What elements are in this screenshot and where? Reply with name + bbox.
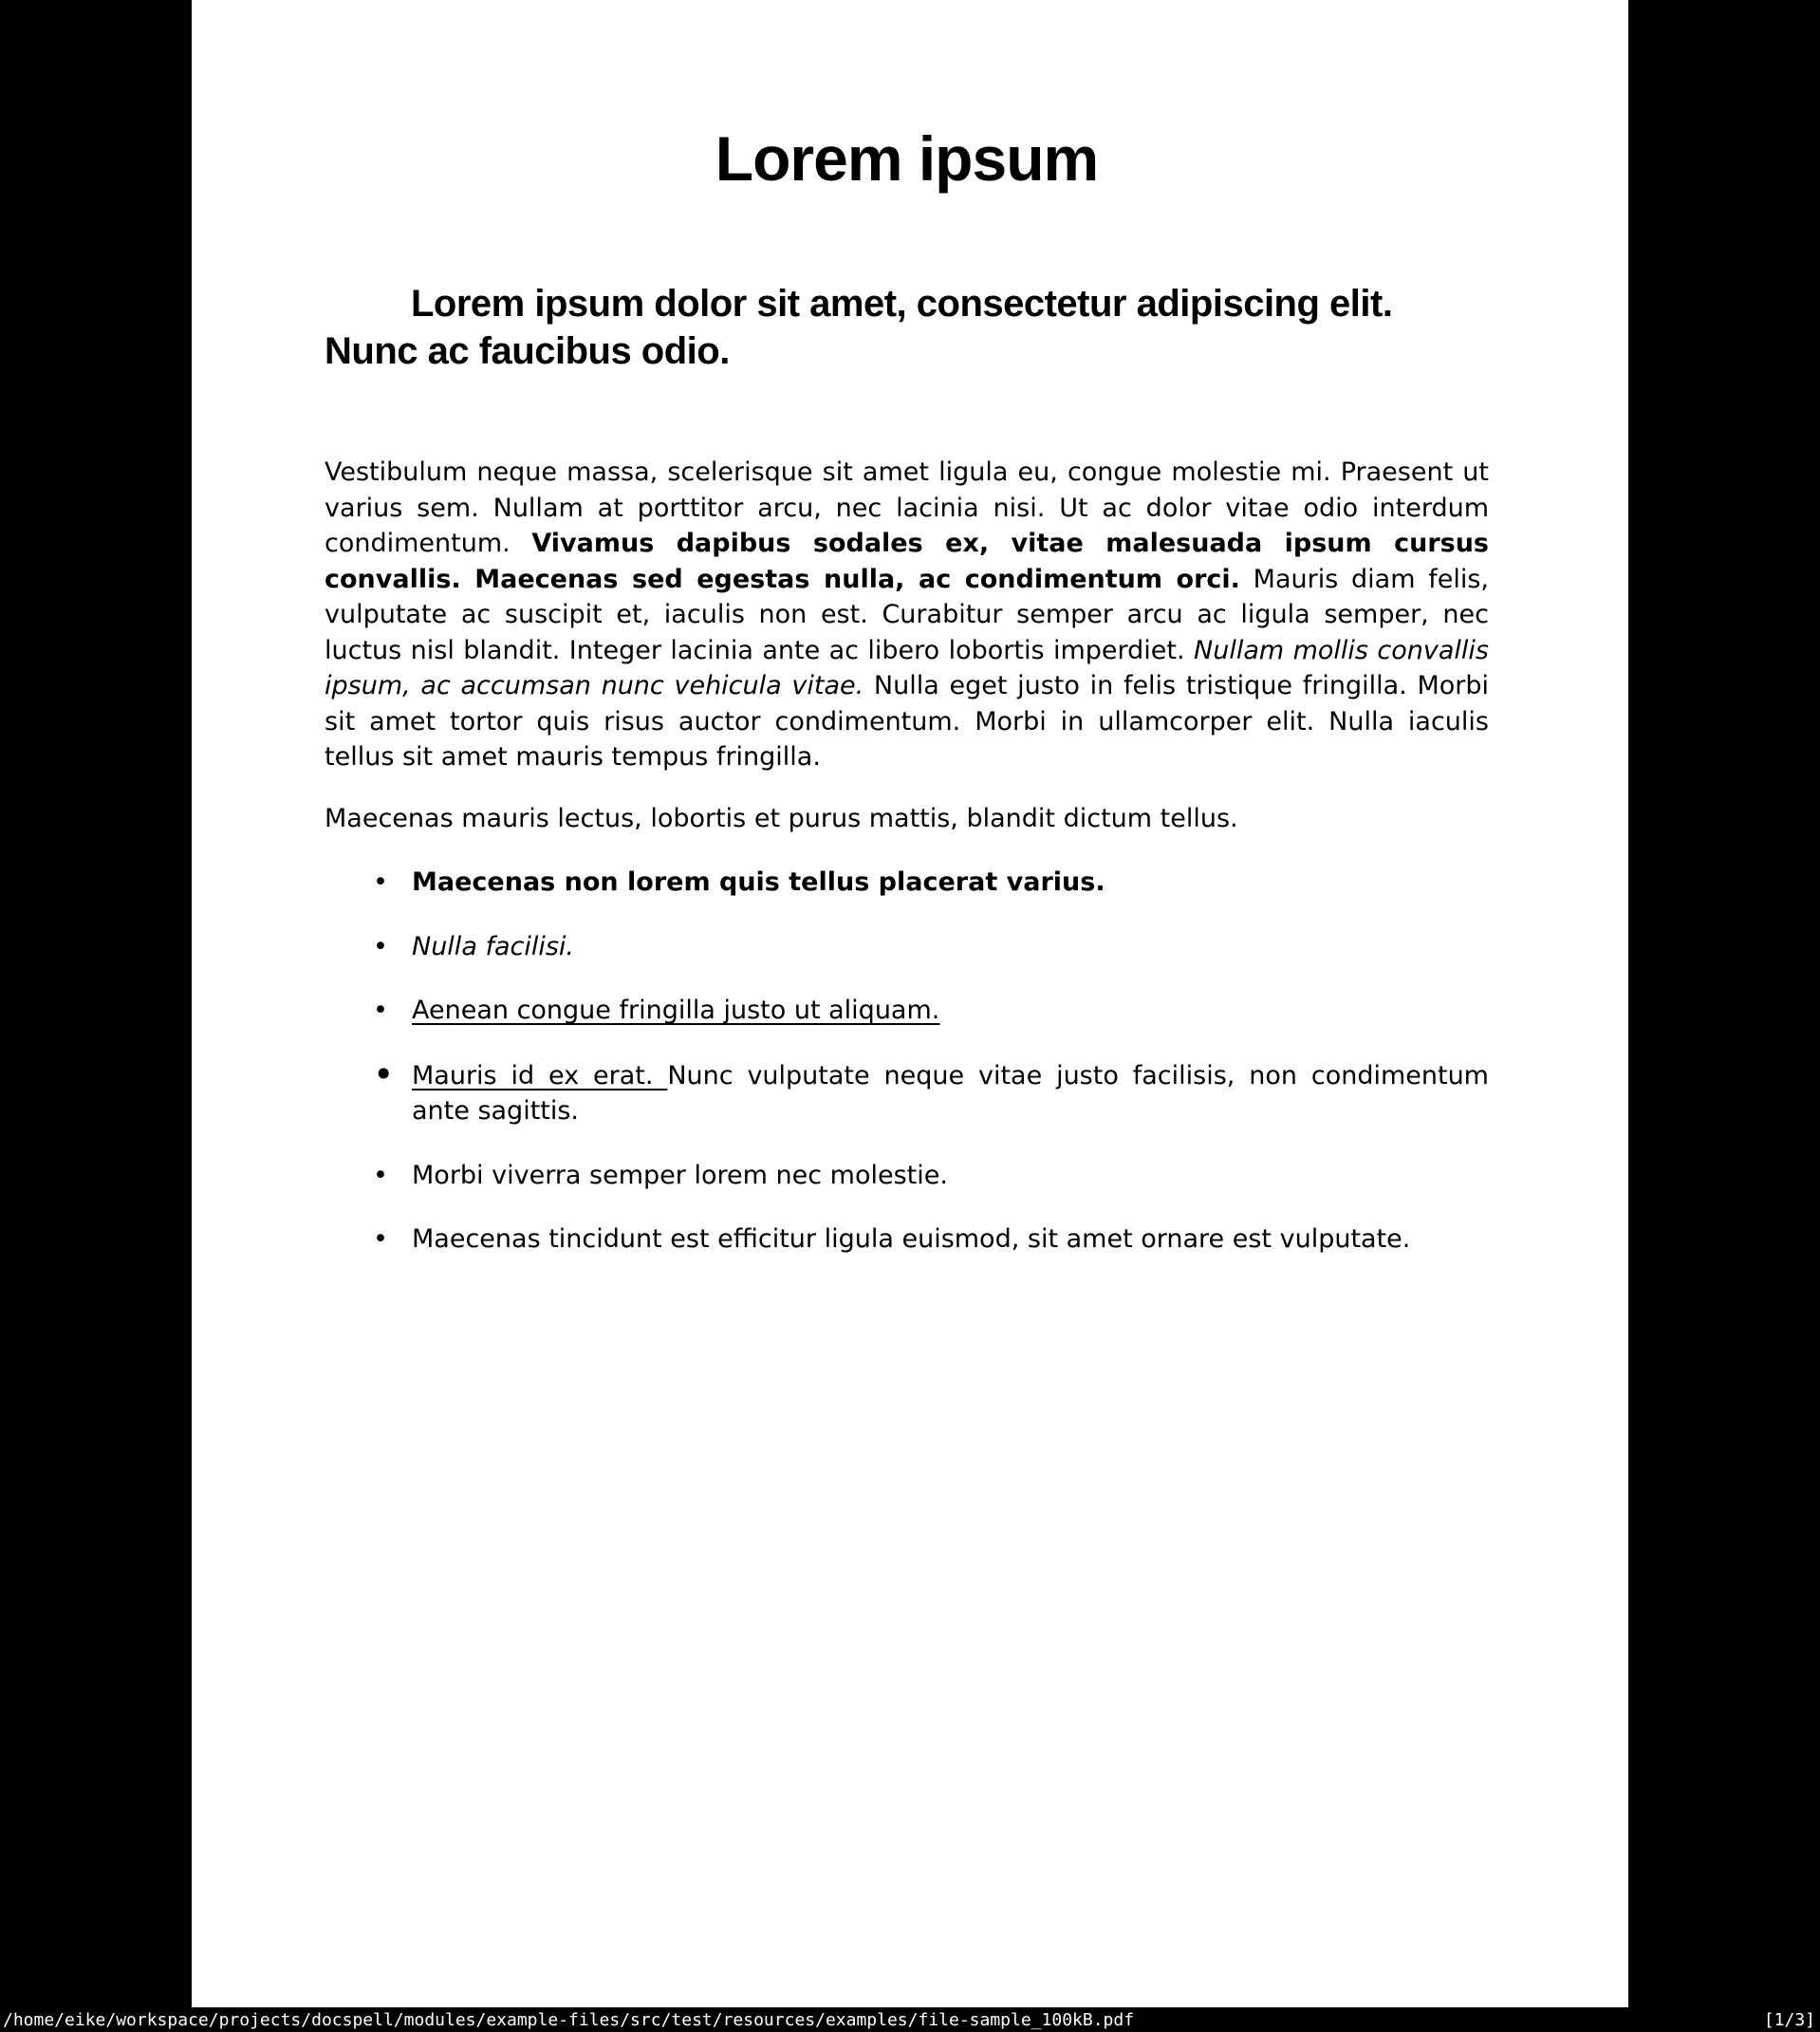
- list-item: [325, 865, 1489, 901]
- list-item-text: Aenean congue fringilla justo ut aliquam.: [412, 996, 940, 1026]
- list-item-row: [373, 1160, 948, 1190]
- list-item-text: Maecenas tincidunt est efficitur ligula euismod, sit amet ornare est vulputate.: [412, 1224, 1411, 1255]
- statusbar-file-path: /home/eike/workspace/projects/docspell/modules/example-files/src/test/resources/examples/file-sample_100kB.pdf: [3, 2009, 1135, 2030]
- list-item: [325, 929, 1489, 965]
- pdf-page-content: [192, 121, 1628, 1258]
- bullet-icon: •: [373, 867, 388, 898]
- statusbar-page-indicator: [1/3]: [1763, 2009, 1815, 2030]
- statusbar: [0, 2007, 1820, 2032]
- list-item-row: [373, 931, 574, 961]
- list-item: [325, 1053, 1489, 1129]
- list-item-text: Nulla facilisi.: [412, 931, 574, 961]
- bullet-icon: •: [373, 1224, 388, 1255]
- bullet-icon: •: [373, 1053, 395, 1095]
- list-item: [325, 1158, 1489, 1194]
- list-item-text: Mauris id ex erat. Nunc vulputate neque vitae justo facilisis, non condimentum ante sagittis.: [412, 1060, 1489, 1127]
- body-paragraph-2: Maecenas mauris lectus, lobortis et purus mattis, blandit dictum tellus.: [325, 803, 1238, 833]
- list-item-row: [373, 1224, 1411, 1255]
- list-item-row: [373, 996, 940, 1026]
- bullet-list: [325, 865, 1489, 1258]
- bullet-icon: •: [373, 1160, 388, 1190]
- list-item-row: [373, 1053, 1489, 1127]
- list-item-text: Maecenas non lorem quis tellus placerat varius.: [412, 867, 1105, 898]
- pdf-page[interactable]: [192, 0, 1628, 2007]
- bullet-icon: •: [373, 931, 388, 961]
- list-item-text: Morbi viverra semper lorem nec molestie.: [412, 1160, 948, 1190]
- document-title: Lorem ipsum: [715, 123, 1099, 194]
- document-subtitle: Lorem ipsum dolor sit amet, consectetur adipiscing elit. Nunc ac faucibus odio.: [325, 283, 1393, 373]
- list-item: [325, 993, 1489, 1029]
- list-item: [325, 1221, 1489, 1258]
- bullet-icon: •: [373, 996, 388, 1026]
- body-paragraph-1: Vestibulum neque massa, scelerisque sit amet ligula eu, congue molestie mi. Praesent ut varius sem. Nullam at porttitor arcu, nec lacinia nisi. Ut ac dolor vitae odio interdum condimentum. Vivamus dapibus sodales ex, vitae malesuada ipsum cursus convallis. Maecenas sed egestas nulla, ac condimentum orci. Mauris diam felis, vulputate ac suscipit et, iaculis non est. Curabitur semper arcu ac ligula semper, nec luctus nisl blandit. Integer lacinia ante ac libero lobortis imperdiet. Nullam mollis convallis ipsum, ac accumsan nunc vehicula vitae. Nulla eget justo in felis tristique fringilla. Morbi sit amet tortor quis risus auctor condimentum. Morbi in ullamcorper elit. Nulla iaculis tellus sit amet mauris tempus fringilla.: [325, 457, 1489, 773]
- list-item-row: [373, 867, 1105, 898]
